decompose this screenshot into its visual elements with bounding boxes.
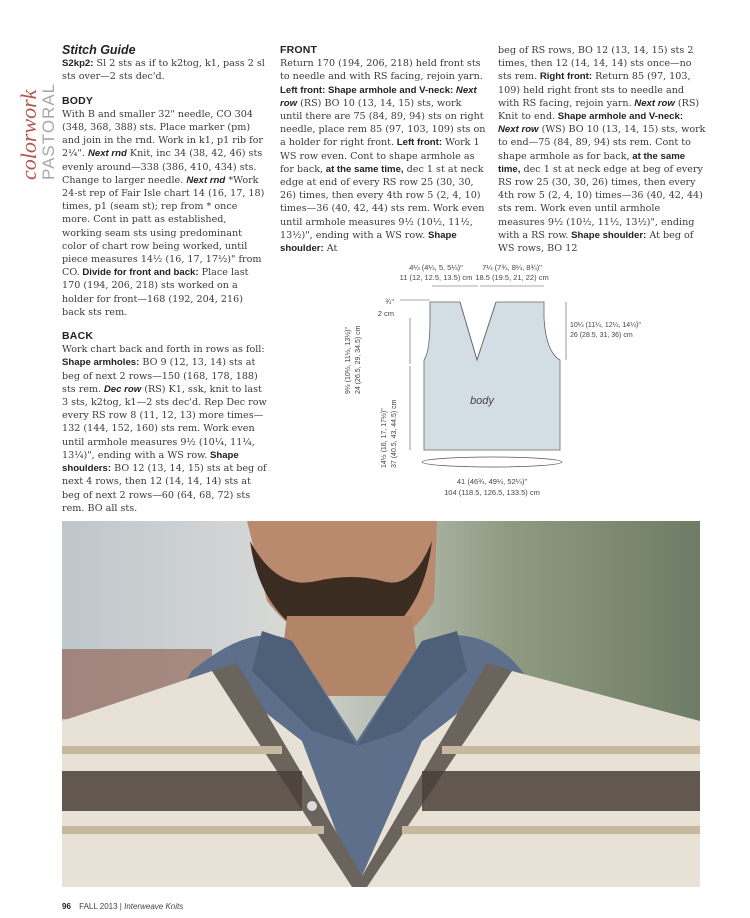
issue-label: FALL 2013 [79, 902, 118, 911]
column-middle [280, 44, 486, 255]
right-text-1: beg of RS rows, BO 12 (13, 14, 15) sts 2 times, then 12 (14, 14, 14) sts once—no sts rem. [498, 45, 694, 83]
stitch-definition: Sl 2 sts as if to k2tog, k1, pass 2 sl sts over—2 sts dec'd. [62, 58, 265, 83]
front-heading: FRONT [280, 44, 318, 56]
front-instructions [280, 57, 486, 255]
section-label [10, 42, 58, 182]
armhole-depth-imperial: 9½ (10½, 11½, 13½)" [345, 327, 352, 394]
body-heading: BODY [62, 94, 94, 107]
chest-circumference-metric: 104 (118.5, 126.5, 133.5) cm [444, 488, 540, 497]
body-text-2: Knit, inc 34 (38, 42, 46) sts evenly around—338 (386, 410, 434) sts. Change to larger needle. [62, 148, 263, 186]
body-text-4: Place last 170 (194, 206, 218) sts worked on a holder for front—168 (192, 204, 216) back sts rem. [62, 267, 249, 318]
front-same-time: at the same time, [323, 163, 404, 175]
chest-circumference-imperial: 41 (46¾, 49¼, 52¼)" [456, 477, 528, 486]
body-text-3: *Work 24-st rep of Fair Isle chart 14 (16, 17, 18) times, p1 (seam st); rep from * once more. Cont in patt as established, working seam sts using predominant color of chart row being worked, until piece measures 14½ (16, 17, 17½)" from CO. [62, 174, 265, 279]
fair-isle-band-left [62, 771, 302, 811]
armhole-depth-metric: 24 (26.5, 29, 34.5) cm [355, 325, 362, 394]
right-text-3: (RS) Knit to end. [498, 97, 700, 123]
fair-isle-stripe-right-2 [402, 826, 700, 834]
shoulder-width-metric: 18.5 (19.5, 21, 22) cm [475, 273, 549, 282]
back-shape-armholes: Shape armholes: [62, 357, 140, 369]
back-heading: BACK [62, 330, 94, 343]
right-same-time: at the same time, [498, 150, 686, 175]
side-depth-imperial: 10¼ (11¼, 12¼, 14¼)" [570, 322, 641, 329]
front-shape-shoulder: Shape shoulder: [280, 229, 457, 255]
page-footer [62, 902, 183, 911]
body-instructions [62, 108, 268, 319]
right-instructions [498, 44, 706, 255]
page-number: 96 [62, 902, 71, 911]
right-text-2: Return 85 (97, 103, 109) held right front sts to needle and with RS facing, rejoin yarn. [498, 71, 691, 109]
right-next-row: Next row [631, 97, 675, 109]
stitch-term: S2kp2: [62, 58, 94, 70]
circumference-ellipse [422, 457, 562, 467]
neck-width-metric: 11 (12, 12.5, 13.5) cm [399, 273, 473, 282]
body-divide: Divide for front and back: [79, 267, 199, 279]
body-length-metric: 37 (40.5, 43, 44.5) cm [391, 399, 398, 468]
shirt-button [307, 801, 317, 811]
front-text-1: Return 170 (194, 206, 218) held front sts to needle and with RS facing, rejoin yarn. [280, 58, 483, 83]
right-text-6: At beg of WS rows, BO 12 [498, 229, 694, 255]
fair-isle-stripe-left-2 [62, 826, 324, 834]
right-next-row-2: Next row [498, 124, 539, 136]
body-shape [424, 302, 560, 450]
column-right [498, 44, 706, 255]
right-text-5: dec 1 st at neck edge at beg of every RS row 25 (30, 30, 26) times, then every 4th row 5 (2, 4, 10) times—36 (40, 42, 44) sts rem. Work even until armhole measures 9½ (10½, 11½, 13½)", ending with a RS row. [498, 163, 703, 241]
back-text-2: BO 9 (12, 13, 14) sts at beg of next 2 rows—150 (168, 178, 188) sts rem. [62, 357, 258, 395]
stitch-guide-title: Stitch Guide [62, 43, 136, 57]
body-next-rnd-1: Next rnd [87, 148, 127, 160]
top-depth-metric: 2 cm [377, 309, 394, 318]
side-depth-metric: 26 (28.5, 31, 36) cm [570, 332, 633, 339]
footer-separator: | [119, 902, 122, 911]
column-left [62, 44, 268, 515]
body-schematic [330, 256, 641, 504]
section-label-pastoral: PASTORAL [39, 82, 58, 180]
back-dec-row: Dec row [101, 383, 142, 395]
right-front-heading: Right front: [537, 71, 593, 83]
front-text-5: At [323, 243, 338, 255]
publication-name: Interweave Knits [124, 902, 184, 911]
fair-isle-stripe-left [62, 746, 282, 754]
back-shape-shoulders: Shape shoulders: [62, 449, 239, 475]
body-label: body [470, 395, 494, 407]
body-length-imperial: 14½ (16, 17, 17½)" [381, 408, 388, 468]
top-depth-imperial: ¾" [385, 297, 394, 306]
front-next-row: Next row [280, 84, 477, 109]
neck-width-imperial: 4¼ (4¼, 5, 5¼)" [409, 263, 463, 272]
front-text-3: Work 1 WS row even. Cont to shape armhole as for back, [280, 137, 480, 175]
back-instructions [62, 343, 268, 515]
front-left-front-2: Left front: [394, 137, 443, 149]
right-shape: Shape armhole and V-neck: [555, 111, 684, 123]
fair-isle-stripe-right [442, 746, 700, 754]
right-shape-shoulder: Shape shoulder: [568, 229, 647, 241]
front-text-2: (RS) BO 10 (13, 14, 15) sts, work until there are 75 (84, 89, 94) sts on right needle, place rem 85 (97, 103, 109) sts on a holder for right front. [280, 97, 486, 149]
section-label-colorwork: colorwork [16, 89, 41, 180]
back-text-4: BO 12 (13, 14, 15) sts at beg of next 4 rows, then 12 (14, 14, 14) sts at beg of next 2 rows—60 (64, 68, 72) sts rem. BO all sts. [62, 463, 267, 514]
front-left-front: Left front: Shape armhole and V-neck: [280, 84, 454, 96]
stitch-guide-entry [62, 57, 268, 83]
back-text-1: Work chart back and forth in rows as foll: [62, 344, 265, 356]
shoulder-width-imperial: 7¼ (7¾, 8¼, 8¾)" [482, 263, 542, 272]
front-text-4: dec 1 st at neck edge at end of every RS row 25 (30, 30, 26) times, then every 4th row 5 (2, 4, 10) times—36 (40, 42, 44) sts rem. Work even until armhole measures 9½ (10½, 11½, 13½)", ending with a WS row. [280, 163, 485, 241]
back-text-3: (RS) K1, ssk, knit to last 3 sts, k2tog, k1—2 sts dec'd. Rep Dec row every RS row 8 (11, 12, 13) more times—132 (144, 152, 160) sts rem. Work even until armhole measures 9½ (10¼, 11¼, 13¼)", ending with a WS row. [62, 383, 267, 461]
fair-isle-band-right [422, 771, 700, 811]
right-text-4: (WS) BO 10 (13, 14, 15) sts, work to end—75 (84, 89, 94) sts rem. Cont to shape armhole as for back, [498, 124, 706, 162]
model-photo [62, 521, 700, 887]
body-next-rnd-2: Next rnd [186, 174, 226, 186]
body-text-1: With B and smaller 32" needle, CO 304 (348, 368, 388) sts. Place marker (pm) and join in the rnd. Work in k1, p1 rib for 2¼". [62, 108, 263, 160]
